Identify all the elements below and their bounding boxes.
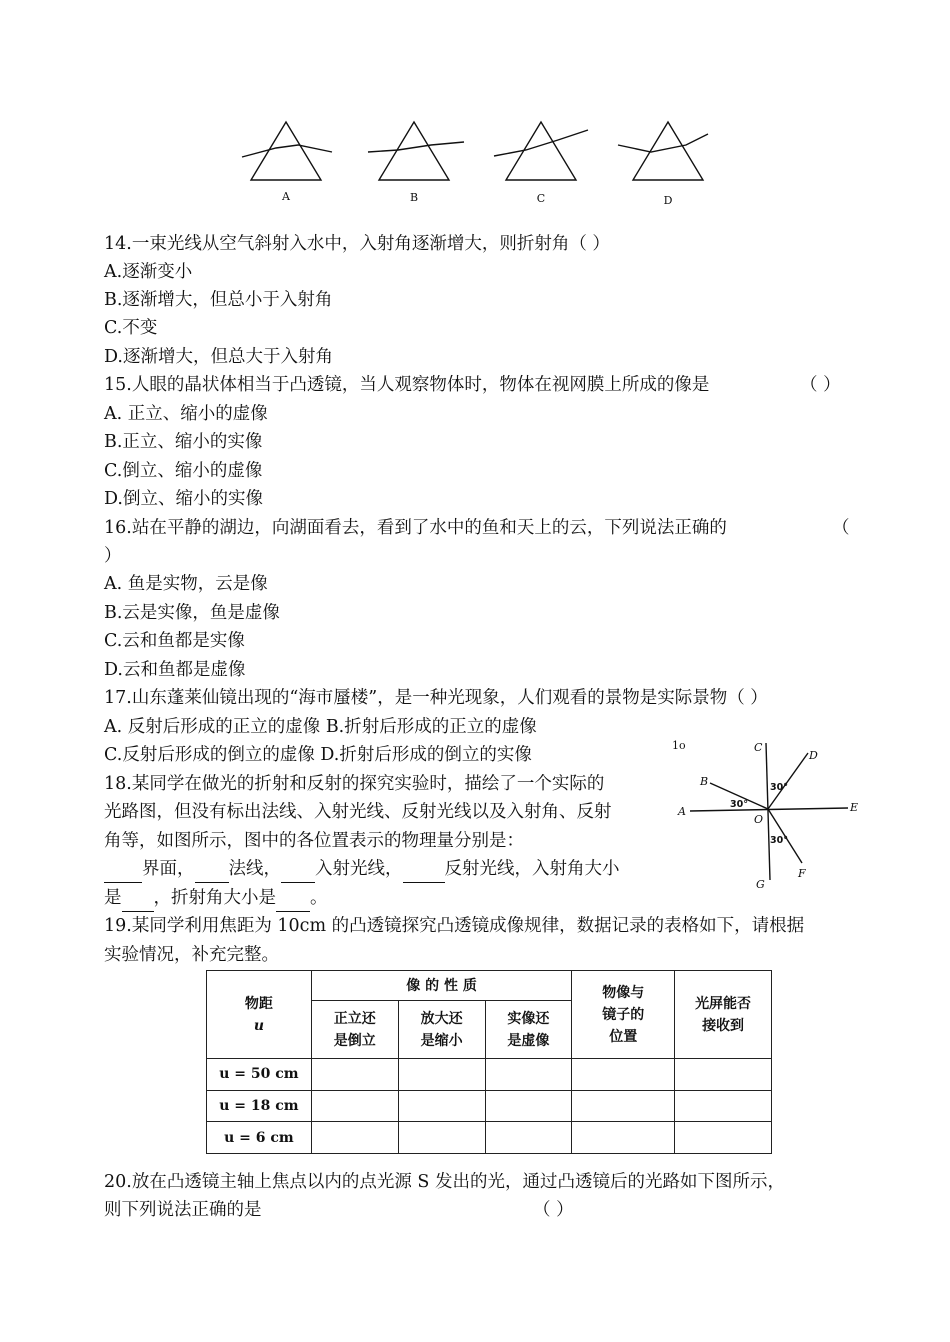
q17-options-ab: A. 反射后形成的正立的虚像 B.折射后形成的正立的虚像 [104,717,537,737]
header-upright-line2: 是倒立 [333,1032,376,1049]
ray-b [368,142,464,152]
imaging-table [206,970,772,1154]
cell-blank[interactable] [675,1059,772,1091]
angle-bottom-label: 30° [770,835,788,846]
q18-blank-reflected[interactable] [403,862,445,883]
angle-left-label: 30° [730,799,748,810]
q16-stem: 16.站在平静的湖边，向湖面看去，看到了水中的鱼和天上的云，下列说法正确的 [104,518,727,538]
cell-blank[interactable] [485,1122,572,1154]
label-g: G [756,878,765,891]
header-position-line2: 镜子的 [602,1006,645,1023]
row-label-6: u = 6 cm [207,1122,312,1154]
cell-blank[interactable] [485,1090,572,1122]
q18-text-period: 。 [310,888,328,908]
header-screen-line2: 接收到 [702,1017,745,1034]
q17-options-cd: C.反射后形成的倒立的虚像 D.折射后形成的倒立的实像 [104,745,532,765]
row-label-50: u = 50 cm [207,1059,312,1091]
fig-number: 1o [672,739,686,752]
q16-bracket-open: （ [832,518,850,538]
header-position-line3: 位置 [609,1028,638,1045]
q19-line-2: 实验情况，补充完整。 [104,945,279,965]
angle-top-label: 30° [770,782,788,793]
ray-a [242,145,332,157]
q20-line-1: 20.放在凸透镜主轴上焦点以内的点光源 S 发出的光，通过凸透镜后的光路如下图所示， [104,1172,785,1192]
prism-a [251,122,321,180]
label-b: B [700,775,709,788]
ray-od [768,753,808,809]
header-upright [311,1001,398,1059]
table-row [207,1090,772,1122]
q18-text-is: 是 [104,888,122,908]
label-c: C [754,741,763,754]
q18-line-5 [104,884,328,912]
q17-stem: 17.山东蓬莱仙镜出现的“海市蜃楼”，是一种光现象，人们观看的景物是实际景物（ ） [104,688,768,708]
q14-option-d: D.逐渐增大，但总大于入射角 [104,347,333,367]
cell-blank[interactable] [572,1090,675,1122]
q18-blank-refraction-angle[interactable] [276,891,310,912]
row-label-18: u = 18 cm [207,1090,312,1122]
q18-text-interface: 界面， [142,859,195,879]
cell-blank[interactable] [675,1090,772,1122]
q19-line-1: 19.某同学利用焦距为 10cm 的凸透镜探究凸透镜成像规律，数据记录的表格如下，请根据 [104,916,805,936]
q14-option-a: A.逐渐变小 [104,262,193,282]
q15-option-b: B.正立、缩小的实像 [104,432,263,452]
header-real [485,1001,572,1059]
q18-line-3: 角等，如图所示，图中的各位置表示的物理量分别是： [104,831,524,851]
header-size-line2: 是缩小 [420,1032,463,1049]
table-row [207,1059,772,1091]
q18-text-incident: 入射光线， [315,859,403,879]
table-row [207,1122,772,1154]
header-object-distance-line2: u [253,1017,264,1034]
cell-blank[interactable] [485,1059,572,1091]
cell-blank[interactable] [398,1090,485,1122]
ray-d [618,134,708,152]
prism-label-c: C [536,192,546,205]
header-image-nature: 像 的 性 质 [311,971,572,1001]
header-screen-line1: 光屏能否 [695,995,752,1012]
header-position [572,971,675,1059]
header-upright-line1: 正立还 [333,1010,376,1027]
label-a: A [678,805,686,818]
q18-blank-incident[interactable] [281,862,315,883]
header-position-line1: 物像与 [602,984,645,1001]
cell-blank[interactable] [311,1122,398,1154]
refraction-diagram [670,735,865,895]
label-e: E [850,801,859,814]
q15-option-a: A. 正立、缩小的虚像 [104,404,268,424]
q20-bracket: （ ） [533,1200,574,1220]
q16-option-c: C.云和鱼都是实像 [104,631,245,651]
q18-line-4 [104,855,620,883]
q15-bracket: （ ） [800,375,841,395]
q16-option-d: D.云和鱼都是虚像 [104,660,246,680]
cell-blank[interactable] [398,1059,485,1091]
q18-blank-incident-angle[interactable] [122,891,154,912]
cell-blank[interactable] [311,1059,398,1091]
q14-option-b: B.逐渐增大，但总小于入射角 [104,290,333,310]
q18-text-normal: 法线， [228,859,281,879]
header-real-line1: 实像还 [507,1010,550,1027]
prism-label-d: D [663,194,673,207]
label-f: F [798,867,806,880]
label-o: O [754,813,764,826]
prism-label-a: A [282,190,290,203]
header-object-distance [207,971,312,1059]
cell-blank[interactable] [675,1122,772,1154]
q18-line-1: 18.某同学在做光的折射和反射的探究实验时，描绘了一个实际的 [104,774,605,794]
q18-text-reflected: 反射光线，入射角大小 [444,859,620,879]
label-d: D [809,749,818,762]
cell-blank[interactable] [572,1059,675,1091]
prism-label-b: B [409,191,419,204]
header-size [398,1001,485,1059]
q15-stem: 15.人眼的晶状体相当于凸透镜，当人观察物体时，物体在视网膜上所成的像是 [104,375,710,395]
cell-blank[interactable] [398,1122,485,1154]
cell-blank[interactable] [311,1090,398,1122]
q20-line-2: 则下列说法正确的是 [104,1200,262,1220]
q14-option-c: C.不变 [104,318,158,338]
ray-c [494,130,588,156]
q18-text-refraction-angle: ，折射角大小是 [153,888,276,908]
q16-bracket-close: ） [104,546,122,566]
header-size-line1: 放大还 [420,1010,463,1027]
q14-stem: 14.一束光线从空气斜射入水中，入射角逐渐增大，则折射角（ ） [104,234,610,254]
q16-option-b: B.云是实像，鱼是虚像 [104,603,280,623]
cell-blank[interactable] [572,1122,675,1154]
q15-option-d: D.倒立、缩小的实像 [104,489,263,509]
prism-figure [236,112,726,212]
header-screen [675,971,772,1059]
q15-option-c: C.倒立、缩小的虚像 [104,461,263,481]
q18-line-2: 光路图，但没有标出法线、入射光线、反射光线以及入射角、反射 [104,802,612,822]
header-object-distance-line1: 物距 [244,995,273,1012]
prism-c [506,122,576,180]
q18-blank-normal[interactable] [195,862,229,883]
q16-option-a: A. 鱼是实物，云是像 [104,574,268,594]
header-real-line2: 是虚像 [507,1032,550,1049]
q18-blank-interface[interactable] [104,862,142,883]
